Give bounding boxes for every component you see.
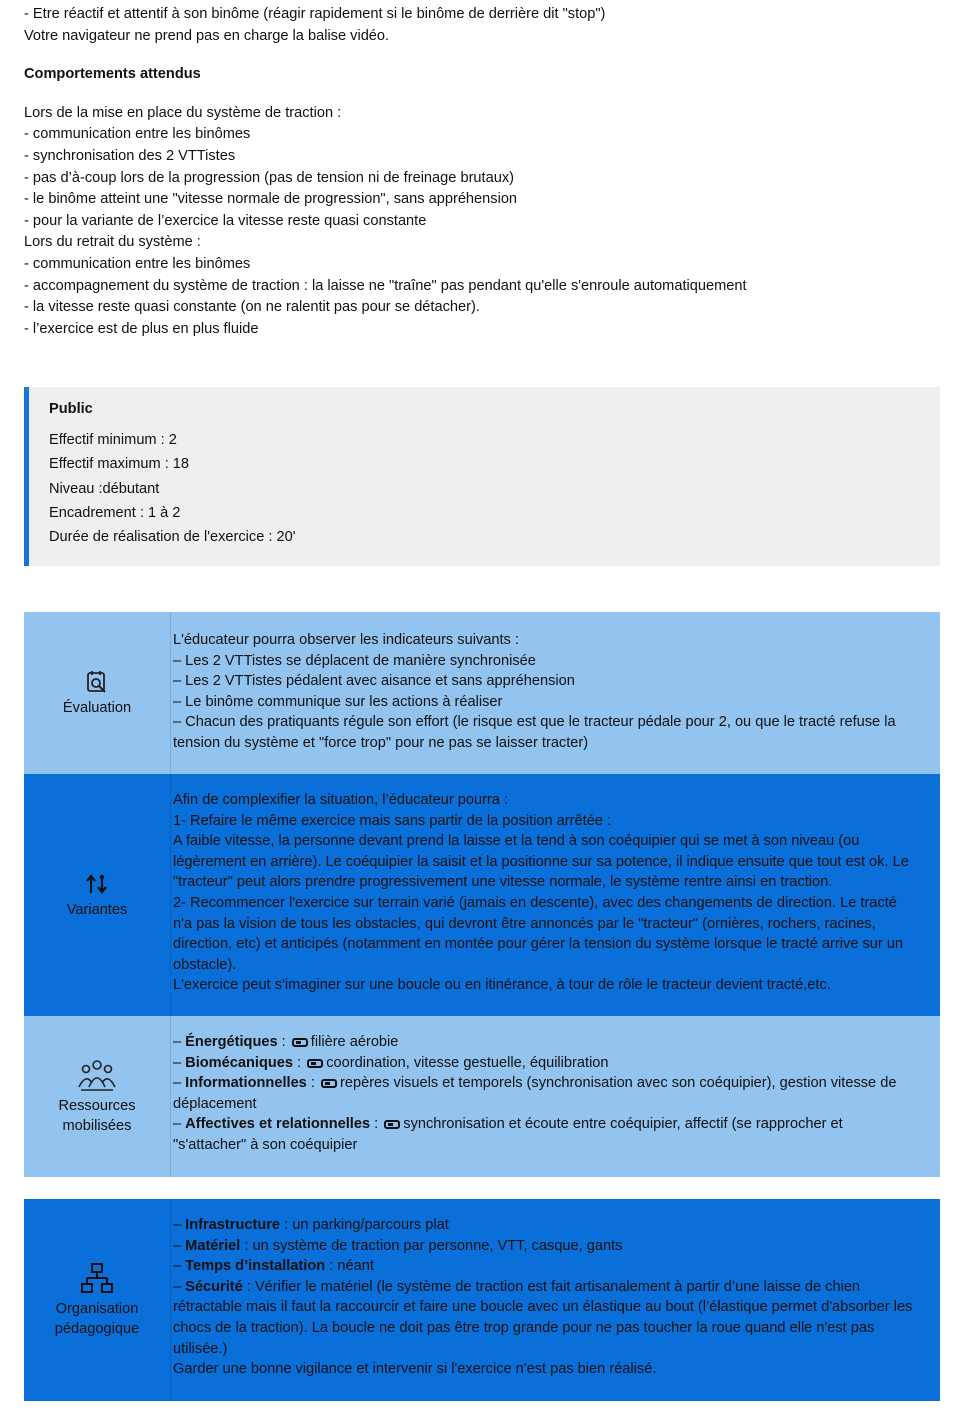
resource-value: coordination, vitesse gestuelle, équilibration (326, 1054, 609, 1071)
dash: – (173, 1237, 186, 1254)
organisation-key: Infrastructure (185, 1217, 281, 1233)
resource-item (173, 1053, 914, 1074)
variantes-line: Afin de complexifier la situation, l’éducateur pourra : (173, 792, 509, 808)
evaluation-line: – Chacun des pratiquants régule son effort (le risque est que le tracteur pédale pour 2, ou que le tracté refuse la tension du système et "force trop" pour ne pas se laisser tracter) (173, 714, 896, 751)
variants-arrows-icon (84, 871, 110, 897)
organisation-item (173, 1277, 914, 1359)
list-item: Lors du retrait du système : (24, 234, 201, 251)
organisation-key: Matériel (185, 1237, 241, 1254)
separator: : (240, 1237, 253, 1254)
list-item: - le binôme atteint une "vitesse normale de progression", sans appréhension (24, 191, 518, 208)
organisation-block (24, 1199, 940, 1401)
resource-key: Biomécaniques (185, 1054, 294, 1071)
variantes-label: Variantes (66, 901, 128, 918)
separator: : (293, 1054, 306, 1071)
variantes-line: L'exercice peut s'imaginer sur une boucle ou en itinérance, à tour de rôle le tracteur devient tracté,etc. (173, 977, 831, 994)
dash: – (173, 1075, 186, 1092)
variantes-line: 2- Recommencer l'exercice sur terrain varié (jamais en descente), avec des changements de direction. Le tracté n'a pas la vision de tous les obstacles, qui devront être annoncés par le "tracteur" (ornières, rochers, racines, direction, etc) et anticipés (notamment en montée pour gérer la tension du système lorsque le tracté arrive sur un obstacle). (173, 894, 904, 973)
separator: : (280, 1217, 293, 1233)
dash: – (173, 1054, 186, 1071)
variantes-line: 1- Refaire le même exercice mais sans partir de la position arrêtée : (173, 812, 611, 829)
organisation-label-cell (24, 1199, 170, 1401)
evaluation-line: L'éducateur pourra observer les indicateurs suivants : (173, 632, 519, 648)
variantes-content (170, 774, 940, 1016)
evaluation-label-cell (24, 612, 170, 774)
list-item: - accompagnement du système de traction : la laisse ne "traîne" pas pendant qu'elle s'enroule automatiquement (24, 277, 747, 294)
organisation-value: un système de traction par personne, VTT, casque, gants (252, 1237, 623, 1254)
organisation-content (170, 1199, 940, 1401)
ressources-label-line1: Ressources (58, 1098, 136, 1114)
resource-item (173, 1073, 914, 1114)
public-info-box (24, 387, 940, 566)
evaluation-content (170, 612, 940, 774)
organisation-label-line1: Organisation (55, 1300, 139, 1317)
separator: : (325, 1258, 338, 1275)
list-item: - l’exercice est de plus en plus fluide (24, 320, 259, 337)
public-title: Public (49, 401, 93, 417)
organisation-value: Vérifier le matériel (le système de traction est fait artisanalement à partir d’une laisse de chien rétractable mais il faut la raccourcir et faire une boucle avec un élastique au bout (l’élastique permet d'absorber les chocs de la traction). La boucle ne doit pas être trop grande pour ne pas toucher la roue quand elle n'est pas utilisée.) (173, 1278, 913, 1357)
intro-line: - Etre réactif et attentif à son binôme (réagir rapidement si le binôme de derrière dit "stop") (24, 6, 606, 22)
separator: : (370, 1116, 383, 1133)
list-item: - communication entre les binômes (24, 126, 251, 143)
organisation-label-line2: pédagogique (54, 1320, 140, 1337)
resource-value: repères visuels et temporels (synchronisation avec son coéquipier), gestion vitesse de déplacement (173, 1075, 897, 1112)
public-line: Effectif maximum : 18 (49, 456, 190, 473)
battery-icon (292, 1038, 308, 1047)
separator: : (306, 1075, 319, 1092)
video-unsupported-message: Votre navigateur ne prend pas en charge la balise vidéo. (24, 27, 390, 44)
dash: – (173, 1034, 186, 1050)
ressources-block (24, 1016, 940, 1177)
org-chart-icon (80, 1262, 114, 1296)
evaluation-label: Évaluation (62, 699, 132, 716)
resource-value: synchronisation et écoute entre coéquipier, affectif (se rapprocher et "s'attacher" à son coéquipier (173, 1116, 843, 1153)
variantes-block (24, 774, 940, 1016)
resource-item (173, 1114, 914, 1155)
resource-key: Affectives et relationnelles (185, 1116, 371, 1133)
evaluation-icon (84, 669, 110, 695)
dash: – (173, 1278, 186, 1295)
battery-icon (321, 1079, 337, 1088)
ressources-content (170, 1016, 940, 1177)
dash: – (173, 1258, 186, 1275)
variantes-line: A faible vitesse, la personne devant prend la laisse et la tend à son coéquipier qui se met à son niveau (ou légèrement en arrière). Le coéquipier la saisit et la positionne sur sa potence, il indique ensuite que tout est ok. Le "tracteur" peut alors prendre progressivement une vitesse normale, le système rentre ainsi en traction. (173, 833, 909, 891)
dash: – (173, 1217, 186, 1233)
separator: : (242, 1278, 255, 1295)
public-line: Durée de réalisation de l'exercice : 20' (49, 529, 296, 546)
evaluation-line: – Les 2 VTTistes pédalent avec aisance et sans appréhension (173, 673, 575, 690)
battery-icon (307, 1059, 323, 1068)
resource-key: Informationnelles (185, 1075, 307, 1092)
organisation-value: un parking/parcours plat (292, 1217, 449, 1233)
evaluation-line: – Le binôme communique sur les actions à réaliser (173, 693, 503, 710)
organisation-item (173, 1236, 914, 1257)
resource-key: Énergétiques (185, 1034, 278, 1050)
list-item: - pour la variante de l’exercice la vitesse reste quasi constante (24, 212, 427, 229)
group-people-icon (77, 1057, 117, 1093)
resource-item (173, 1032, 914, 1053)
public-line: Effectif minimum : 2 (49, 432, 177, 448)
organisation-item (173, 1215, 914, 1236)
organisation-key: Temps d’installation (185, 1258, 326, 1275)
public-line: Encadrement : 1 à 2 (49, 504, 181, 521)
separator: : (277, 1034, 290, 1050)
variantes-label-cell (24, 774, 170, 1016)
dash: – (173, 1116, 186, 1133)
section-heading: Comportements attendus (24, 66, 201, 83)
organisation-item (173, 1256, 914, 1277)
list-item: - pas d’à-coup lors de la progression (pas de tension ni de freinage brutaux) (24, 169, 514, 186)
list-item: - la vitesse reste quasi constante (on ne ralentit pas pour se détacher). (24, 299, 480, 316)
ressources-label-cell (24, 1016, 170, 1177)
list-item: - synchronisation des 2 VTTistes (24, 147, 236, 164)
organisation-closing: Garder une bonne vigilance et intervenir si l'exercice n'est pas bien réalisé. (173, 1361, 657, 1378)
list-item: Lors de la mise en place du système de traction : (24, 104, 342, 121)
list-item: - communication entre les binômes (24, 255, 251, 272)
battery-icon (384, 1120, 400, 1129)
organisation-key: Sécurité (185, 1278, 243, 1295)
public-line: Niveau :débutant (49, 480, 160, 497)
ressources-label-line2: mobilisées (62, 1118, 132, 1134)
organisation-value: néant (337, 1258, 374, 1275)
evaluation-line: – Les 2 VTTistes se déplacent de manière synchronisée (173, 652, 536, 669)
resource-value: filière aérobie (310, 1034, 399, 1050)
evaluation-block (24, 612, 940, 774)
intro-section (24, 4, 944, 340)
